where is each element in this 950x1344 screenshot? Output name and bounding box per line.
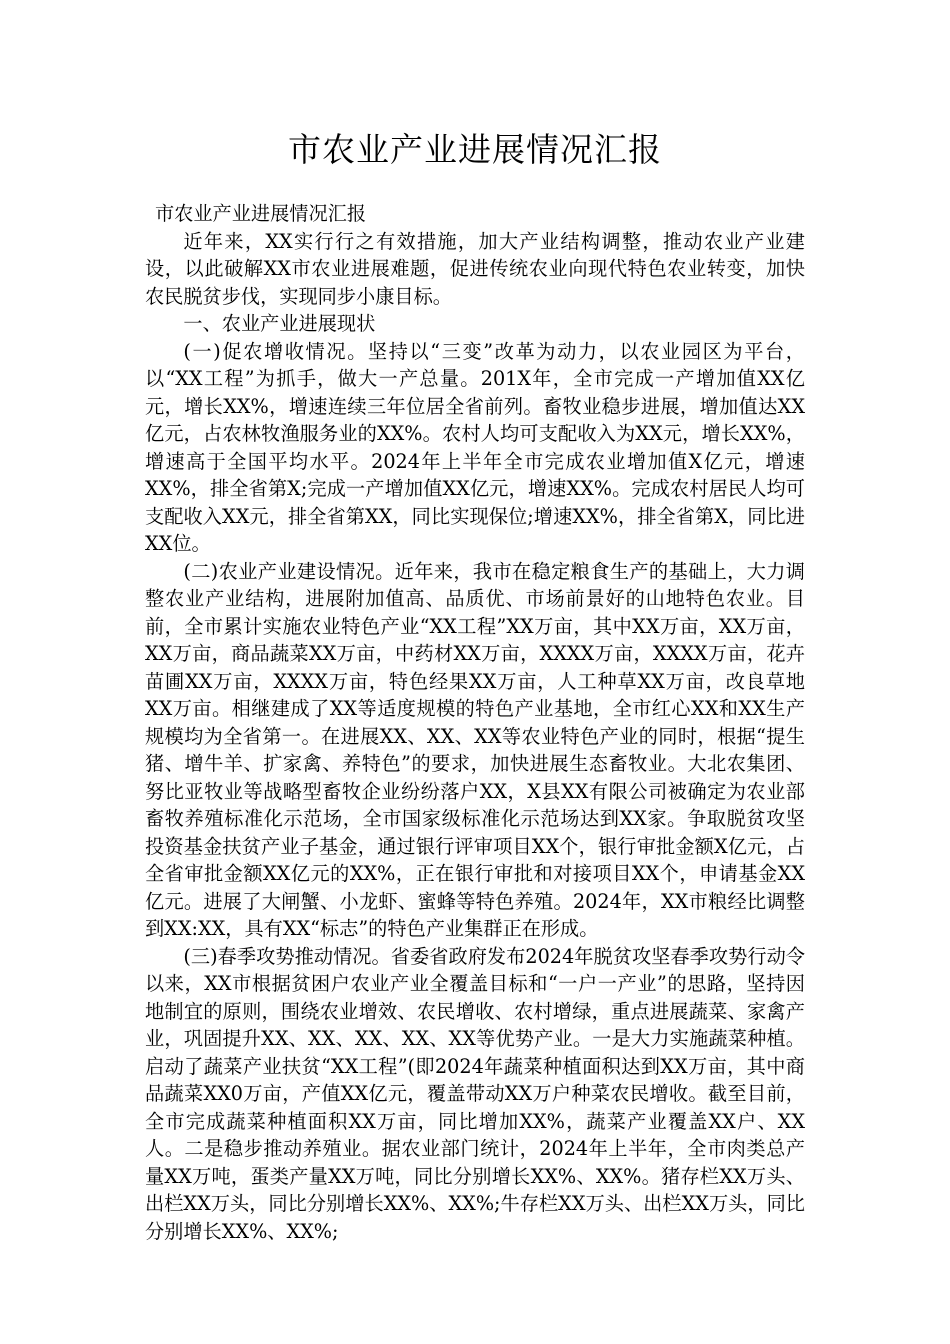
paragraph-income: (一)促农增收情况。坚持以“三变”改革为动力，以农业园区为平台，以“XX工程”为抓手，做大一产总量。201X年，全市完成一产增加值XX亿元，增长XX%，增速连续三年位居全省前列。畜牧业稳步进展，增加值达XX亿元，占农林牧渔服务业的XX%。农村人均可支配收入为XX元，增长XX%，增速高于全国平均水平。2024年上半年全市完成农业增加值X亿元，增速XX%，排全省第X;完成一产增加值XX亿元，增速XX%。完成农村居民人均可支配收入XX元，排全省第XX，同比实现保位;增速XX%，排全省第X，同比进XX位。 [145,339,805,555]
document-subtitle: 市农业产业进展情况汇报 [155,202,367,225]
document-title: 市农业产业进展情况汇报 [288,130,662,169]
section-heading: 一、农业产业进展现状 [183,312,376,335]
paragraph-spring: (三)春季攻势推动情况。省委省政府发布2024年脱贫攻坚春季攻势行动令以来，XX市根据贫困户农业产业全覆盖目标和“一户一产业”的思路，坚持因地制宜的原则，围绕农业增效、农民增收、农村增绿，重点进展蔬菜、家禽产业，巩固提升XX、XX、XX、XX、XX等优势产业。一是大力实施蔬菜种植。启动了蔬菜产业扶贫“XX工程”(即2024年蔬菜种植面积达到XX万亩，其中商品蔬菜XX0万亩，产值XX亿元，覆盖带动XX万户种菜农民增收。截至目前，全市完成蔬菜种植面积XX万亩，同比增加XX%，蔬菜产业覆盖XX户、XX人。二是稳步推动养殖业。据农业部门统计，2024年上半年，全市肉类总产量XX万吨，蛋类产量XX万吨，同比分别增长XX%、XX%。猪存栏XX万头、出栏XX万头，同比分别增长XX%、XX%;牛存栏XX万头、出栏XX万头，同比分别增长XX%、XX%; [145,944,805,1243]
document-body [145,200,805,1245]
paragraph-industry: (二)农业产业建设情况。近年来，我市在稳定粮食生产的基础上，大力调整农业产业结构，进展附加值高、品质优、市场前景好的山地特色农业。目前，全市累计实施农业特色产业“XX工程”XX万亩，其中XX万亩，XX万亩，XX万亩，商品蔬菜XX万亩，中药材XX万亩，XXXX万亩，XXXX万亩，花卉苗圃XX万亩，XXXX万亩，特色经果XX万亩，人工种草XX万亩，改良草地XX万亩。相继建成了XX等适度规模的特色产业基地，全市红心XX和XX生产规模均为全省第一。在进展XX、XX、XX等农业特色产业的同时，根据“提生猪、增牛羊、扩家禽、养特色”的要求，加快进展生态畜牧业。大北农集团、努比亚牧业等战略型畜牧企业纷纷落户XX，X县XX有限公司被确定为农业部畜牧养殖标准化示范场，全市国家级标准化示范场达到XX家。争取脱贫攻坚投资基金扶贫产业子基金，通过银行评审项目XX个，银行审批金额X亿元，占全省审批金额XX亿元的XX%，正在银行审批和对接项目XX个，申请基金XX亿元。进展了大闸蟹、小龙虾、蜜蜂等特色养殖。2024年，XX市粮经比调整到XX:XX，具有XX“标志”的特色产业集群正在形成。 [145,559,805,940]
paragraph-intro: 近年来，XX实行行之有效措施，加大产业结构调整，推动农业产业建设，以此破解XX市农业进展难题，促进传统农业向现代特色农业转变，加快农民脱贫步伐，实现同步小康目标。 [145,229,805,308]
